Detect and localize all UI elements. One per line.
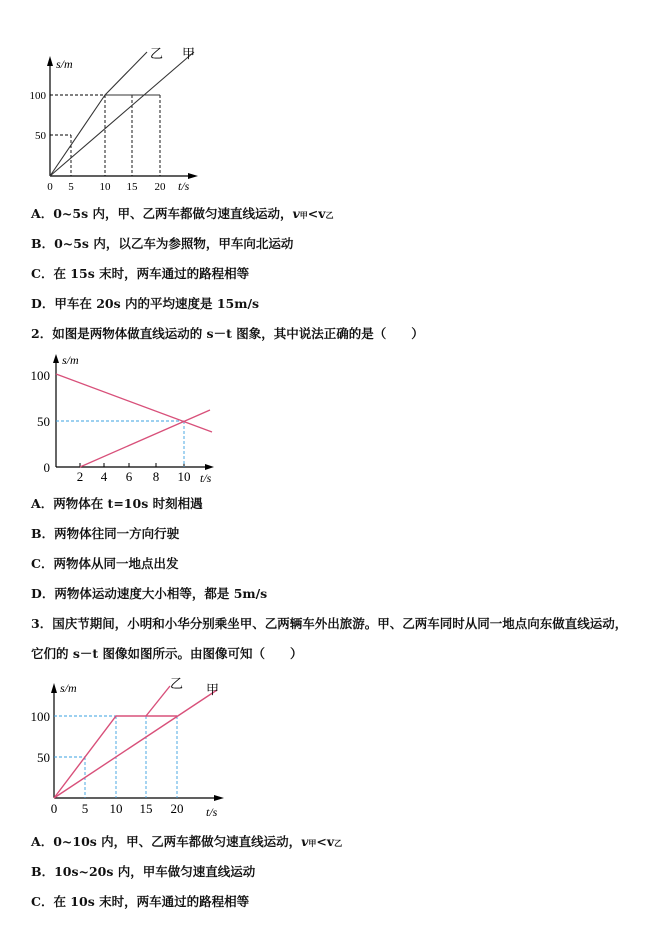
- graph-3-origin: 0: [50, 801, 58, 816]
- q1-option-b: B．0~5s 内，以乙车为参照物，甲车向北运动: [31, 236, 294, 251]
- graph-1-ylabel: s/m: [56, 57, 73, 71]
- graph-1-x-arrow: [188, 173, 198, 179]
- q2-option-d: D．两物体运动速度大小相等，都是 5m/s: [31, 586, 268, 601]
- graph-2-xlabel: t/s: [200, 471, 212, 485]
- graph-1-guides: [50, 95, 160, 176]
- graph-3-ylabel: s/m: [60, 681, 77, 695]
- q1-option-c: C．在 15s 末时，两车通过的路程相等: [31, 266, 250, 281]
- graph-2-y-arrow: [53, 354, 59, 363]
- graph-1-label-yi: 乙: [150, 46, 164, 61]
- graph-2-ytick-100: 100: [30, 368, 50, 383]
- graph-2: [22, 348, 232, 486]
- graph-2-xtick-2: 2: [76, 469, 84, 484]
- graph-2-x-arrow: [205, 464, 214, 470]
- graph-3-xtick-15: 15: [139, 801, 153, 816]
- graph-2-axes: [56, 360, 208, 467]
- q2-option-c: C．两物体从同一地点出发: [31, 556, 179, 571]
- graph-3-label-yi: 乙: [170, 676, 184, 691]
- graph-3-x-arrow: [214, 795, 224, 801]
- graph-2-ylabel: s/m: [62, 353, 79, 367]
- graph-1-yi-extension: [105, 52, 147, 95]
- graph-3-xtick-10: 10: [109, 801, 123, 816]
- graph-2-xtick-8: 8: [152, 469, 160, 484]
- graph-2-ytick-0: 0: [43, 460, 50, 475]
- graph-1: [22, 40, 222, 200]
- graph-1-xtick-20: 20: [154, 181, 166, 193]
- q1-option-a: A．0~5s 内，甲、乙两车都做匀速直线运动，v甲<v乙: [31, 206, 334, 221]
- q3-stem-line2: 它们的 s－t 图像如图所示。由图像可知（ ）: [31, 646, 303, 661]
- q1-option-d: D．甲车在 20s 内的平均速度是 15m/s: [31, 296, 260, 311]
- graph-1-origin: 0: [47, 181, 53, 193]
- graph-2-xtick-6: 6: [125, 469, 133, 484]
- q2-stem: 2．如图是两物体做直线运动的 s－t 图象，其中说法正确的是（ ）: [31, 326, 424, 341]
- graph-1-xtick-15: 15: [126, 181, 138, 193]
- q2-option-a: A．两物体在 t=10s 时刻相遇: [31, 496, 203, 511]
- q3-stem-line1: 3．国庆节期间，小明和小华分别乘坐甲、乙两辆车外出旅游。甲、乙两车同时从同一地点向东做直线运动，: [31, 616, 628, 631]
- graph-1-xtick-5: 5: [68, 181, 74, 193]
- graph-1-xlabel: t/s: [178, 179, 190, 193]
- graph-3-y-arrow: [51, 683, 57, 693]
- graph-1-ytick-100: 100: [29, 90, 46, 102]
- graph-3-ytick-50: 50: [37, 750, 50, 765]
- graph-1-label-jia: 甲: [182, 46, 196, 61]
- graph-3: [22, 672, 232, 822]
- graph-2-ticks: [80, 463, 184, 467]
- graph-2-series-b: [80, 410, 210, 467]
- graph-2-xtick-10: 10: [177, 469, 191, 484]
- graph-1-y-arrow: [47, 56, 53, 66]
- graph-2-ytick-50: 50: [37, 414, 50, 429]
- graph-1-xtick-10: 10: [99, 181, 111, 193]
- graph-3-yi-extension: [146, 686, 170, 716]
- graph-2-xtick-4: 4: [100, 469, 108, 484]
- graph-3-xlabel: t/s: [206, 805, 218, 819]
- q3-option-b: B．10s~20s 内，甲车做匀速直线运动: [31, 864, 256, 879]
- graph-2-series-a: [56, 374, 212, 432]
- graph-3-series-jia: [54, 690, 217, 798]
- graph-3-label-jia: 甲: [206, 682, 220, 697]
- graph-3-xtick-5: 5: [81, 801, 89, 816]
- q2-option-b: B．两物体往同一方向行驶: [31, 526, 180, 541]
- q3-option-c: C．在 10s 末时，两车通过的路程相等: [31, 894, 250, 909]
- graph-1-ytick-50: 50: [35, 130, 46, 142]
- q3-option-a: A．0~10s 内，甲、乙两车都做匀速直线运动，v甲<v乙: [31, 834, 343, 849]
- graph-3-ytick-100: 100: [30, 709, 50, 724]
- graph-3-xtick-20: 20: [170, 801, 184, 816]
- graph-2-guides: [56, 421, 184, 467]
